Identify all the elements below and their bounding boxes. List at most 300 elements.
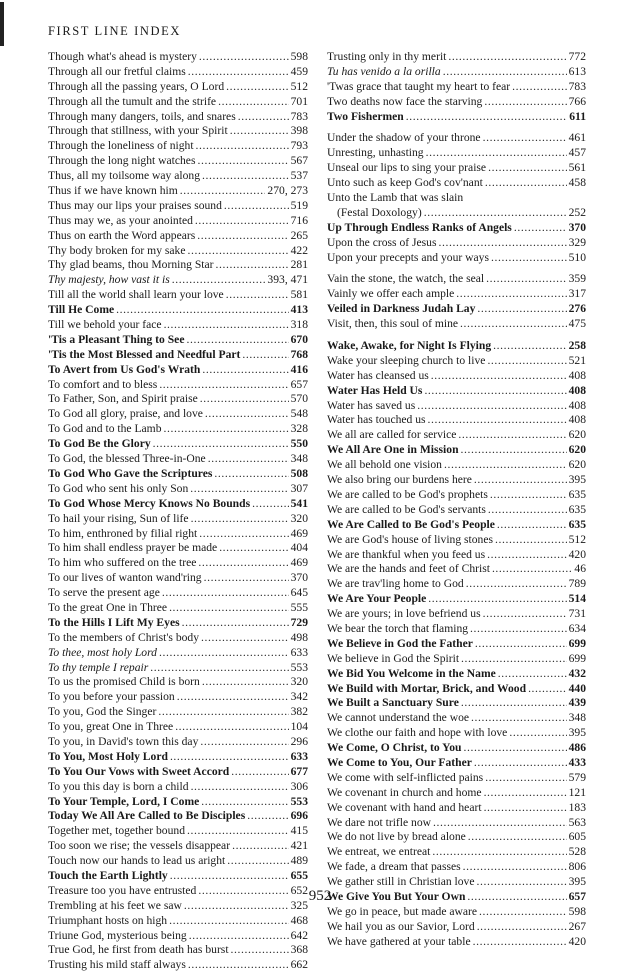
dot-leader bbox=[475, 637, 567, 652]
entry-hymn-number: 348 bbox=[290, 452, 308, 466]
entry-hymn-number: 342 bbox=[290, 690, 308, 704]
dot-leader bbox=[170, 869, 289, 884]
entry-first-line: 'Tis a Pleasant Thing to See bbox=[48, 332, 185, 346]
dot-leader bbox=[474, 756, 567, 771]
index-entry bbox=[327, 413, 586, 428]
entry-first-line: Through all the passing years, O Lord bbox=[48, 79, 225, 93]
dot-leader bbox=[219, 541, 288, 556]
index-entry bbox=[48, 303, 308, 318]
dot-leader bbox=[188, 958, 289, 973]
dot-leader bbox=[116, 303, 288, 318]
index-entry bbox=[48, 139, 308, 154]
index-entry bbox=[327, 131, 586, 146]
page-header: FIRST LINE INDEX bbox=[48, 24, 182, 38]
index-entry bbox=[327, 488, 586, 503]
entry-hymn-number: 508 bbox=[290, 466, 308, 480]
entry-first-line: Thy body broken for my sake bbox=[48, 243, 186, 257]
dot-leader bbox=[448, 50, 566, 65]
index-entry bbox=[48, 512, 308, 527]
index-entry bbox=[48, 318, 308, 333]
entry-hymn-number: 296 bbox=[290, 734, 308, 748]
entry-hymn-number: 468 bbox=[290, 913, 308, 927]
index-entry bbox=[48, 497, 308, 512]
index-entry bbox=[327, 726, 586, 741]
index-entry bbox=[48, 839, 308, 854]
entry-first-line: Water Has Held Us bbox=[327, 383, 423, 397]
index-entry bbox=[327, 830, 586, 845]
entry-hymn-number: 611 bbox=[569, 109, 586, 123]
index-entry bbox=[327, 696, 586, 711]
entry-first-line: To serve the present age bbox=[48, 586, 160, 600]
dot-leader bbox=[479, 905, 567, 920]
dot-leader bbox=[195, 214, 289, 229]
entry-hymn-number: 408 bbox=[568, 398, 586, 412]
dot-leader bbox=[443, 65, 567, 80]
index-entry bbox=[48, 482, 308, 497]
entry-first-line: To you, great One in Three bbox=[48, 720, 174, 734]
entry-first-line: Through the loneliness of night bbox=[48, 139, 194, 153]
index-entry bbox=[327, 399, 586, 414]
entry-hymn-number: 421 bbox=[290, 839, 308, 853]
entry-hymn-number: 348 bbox=[568, 711, 586, 725]
index-entry bbox=[327, 369, 586, 384]
dot-leader bbox=[200, 735, 288, 750]
entry-first-line: We Give You But Your Own bbox=[327, 889, 466, 903]
entry-first-line: To Avert from Us God's Wrath bbox=[48, 362, 201, 376]
entry-hymn-number: 328 bbox=[290, 422, 308, 436]
index-entry bbox=[48, 720, 308, 735]
index-column-right bbox=[327, 50, 586, 950]
entry-first-line: Visit, then, this soul of mine bbox=[327, 317, 459, 331]
dot-leader bbox=[468, 830, 567, 845]
entry-first-line: We also bring our burdens here bbox=[327, 473, 472, 487]
entry-first-line: Till all the world shall learn your love bbox=[48, 288, 224, 302]
entry-first-line: We fade, a dream that passes bbox=[327, 860, 461, 874]
dot-leader bbox=[444, 458, 567, 473]
entry-first-line: Touch the Earth Lightly bbox=[48, 868, 168, 882]
dot-leader bbox=[428, 413, 567, 428]
entry-hymn-number: 395 bbox=[568, 726, 586, 740]
index-entry bbox=[327, 592, 586, 607]
index-entry bbox=[48, 169, 308, 184]
entry-hymn-number: 252 bbox=[568, 205, 586, 219]
dot-leader bbox=[188, 65, 289, 80]
entry-hymn-number: 766 bbox=[568, 94, 586, 108]
dot-leader bbox=[205, 407, 289, 422]
entry-hymn-number: 469 bbox=[290, 556, 308, 570]
entry-hymn-number: 469 bbox=[290, 526, 308, 540]
dot-leader bbox=[433, 816, 567, 831]
index-entry bbox=[327, 533, 586, 548]
dot-leader bbox=[473, 935, 567, 950]
index-entry bbox=[48, 943, 308, 958]
index-entry bbox=[327, 384, 586, 399]
entry-hymn-number: 422 bbox=[290, 243, 308, 257]
index-entry bbox=[48, 527, 308, 542]
entry-hymn-number: 537 bbox=[290, 169, 308, 183]
entry-first-line: To you, God the Singer bbox=[48, 705, 157, 719]
entry-hymn-number: 382 bbox=[290, 705, 308, 719]
entry-first-line: Through many dangers, toils, and snares bbox=[48, 109, 236, 123]
entry-first-line: Thus may our lips your praises sound bbox=[48, 198, 222, 212]
entry-hymn-number: 701 bbox=[290, 94, 308, 108]
entry-hymn-number: 613 bbox=[568, 64, 586, 78]
index-entry bbox=[48, 675, 308, 690]
entry-hymn-number: 716 bbox=[290, 213, 308, 227]
entry-first-line: We All Are One in Mission bbox=[327, 443, 459, 457]
entry-first-line: Treasure too you have entrusted bbox=[48, 883, 197, 897]
entry-first-line: Trembling at his feet we saw bbox=[48, 898, 182, 912]
index-entry bbox=[48, 288, 308, 303]
index-entry bbox=[48, 65, 308, 80]
dot-leader bbox=[484, 786, 567, 801]
page-number: 952 bbox=[308, 888, 332, 904]
index-entry bbox=[48, 661, 308, 676]
dot-leader bbox=[158, 705, 288, 720]
dot-leader bbox=[428, 592, 566, 607]
entry-first-line: We gather still in Christian love bbox=[327, 875, 475, 889]
entry-hymn-number: 635 bbox=[568, 502, 586, 516]
dot-leader bbox=[208, 452, 289, 467]
entry-hymn-number: 581 bbox=[290, 288, 308, 302]
index-entry bbox=[48, 184, 308, 199]
entry-hymn-number: 432 bbox=[568, 666, 586, 680]
entry-hymn-number: 541 bbox=[290, 496, 308, 510]
dot-leader bbox=[162, 586, 289, 601]
index-entry bbox=[48, 50, 308, 65]
index-entry bbox=[48, 124, 308, 139]
entry-first-line: We Build with Mortar, Brick, and Wood bbox=[327, 681, 527, 695]
index-entry bbox=[48, 80, 308, 95]
entry-first-line: We covenant in church and home bbox=[327, 785, 482, 799]
dot-leader bbox=[224, 199, 289, 214]
entry-first-line: Two deaths now face the starving bbox=[327, 94, 483, 108]
entry-hymn-number: 699 bbox=[568, 651, 586, 665]
entry-first-line: To thy temple I repair bbox=[48, 660, 149, 674]
entry-hymn-number: 415 bbox=[290, 824, 308, 838]
dot-leader bbox=[159, 378, 288, 393]
dot-leader bbox=[490, 488, 567, 503]
index-entry bbox=[327, 176, 586, 191]
entry-first-line: We cannot understand the woe bbox=[327, 711, 470, 725]
entry-first-line: To You, Most Holy Lord bbox=[48, 749, 168, 763]
entry-first-line: Vainly we offer each ample bbox=[327, 287, 455, 301]
index-entry bbox=[48, 437, 308, 452]
dot-leader bbox=[189, 929, 289, 944]
dot-leader bbox=[417, 399, 566, 414]
dot-leader bbox=[201, 631, 289, 646]
index-entry bbox=[48, 452, 308, 467]
entry-first-line: Unto the Lamb that was slain bbox=[327, 191, 464, 205]
entry-hymn-number: 408 bbox=[568, 413, 586, 427]
entry-hymn-number: 104 bbox=[290, 720, 308, 734]
index-entry bbox=[327, 771, 586, 786]
entry-first-line: To the great One in Three bbox=[48, 600, 168, 614]
entry-hymn-number: 783 bbox=[290, 109, 308, 123]
entry-hymn-number: 433 bbox=[568, 755, 586, 769]
entry-first-line: We all behold one vision bbox=[327, 458, 442, 472]
index-entry bbox=[327, 607, 586, 622]
entry-hymn-number: 563 bbox=[568, 815, 586, 829]
entry-first-line: Thy majesty, how vast it is bbox=[48, 273, 170, 287]
index-entry bbox=[48, 273, 308, 288]
dot-leader bbox=[456, 287, 566, 302]
dot-leader bbox=[483, 131, 567, 146]
entry-hymn-number: 598 bbox=[290, 50, 308, 63]
entry-hymn-number: 519 bbox=[290, 198, 308, 212]
entry-first-line: (Festal Doxology) bbox=[337, 205, 422, 219]
entry-first-line: Water has touched us bbox=[327, 413, 426, 427]
entry-hymn-number: 696 bbox=[290, 809, 308, 823]
index-entry bbox=[48, 229, 308, 244]
entry-hymn-number: 408 bbox=[568, 383, 586, 397]
entry-first-line: We dare not trifle now bbox=[327, 815, 432, 829]
entry-hymn-number: 548 bbox=[290, 407, 308, 421]
index-entry bbox=[48, 705, 308, 720]
entry-first-line: Through all our fretful claims bbox=[48, 64, 186, 78]
index-entry bbox=[48, 824, 308, 839]
entry-hymn-number: 553 bbox=[290, 794, 308, 808]
entry-hymn-number: 458 bbox=[568, 176, 586, 190]
dot-leader bbox=[492, 562, 572, 577]
dot-leader bbox=[226, 288, 289, 303]
index-entry bbox=[48, 914, 308, 929]
entry-hymn-number: 325 bbox=[290, 898, 308, 912]
entry-hymn-number: 555 bbox=[290, 600, 308, 614]
entry-first-line: Too soon we rise; the vessels disappear bbox=[48, 839, 231, 853]
entry-first-line: Unresting, unhasting bbox=[327, 146, 424, 160]
entry-first-line: Together met, together bound bbox=[48, 824, 185, 838]
entry-first-line: We Bid You Welcome in the Name bbox=[327, 666, 496, 680]
entry-hymn-number: 370 bbox=[290, 571, 308, 585]
dot-leader bbox=[460, 317, 567, 332]
dot-leader bbox=[231, 943, 289, 958]
dot-leader bbox=[461, 652, 567, 667]
dot-leader bbox=[466, 577, 567, 592]
index-entry bbox=[327, 443, 586, 458]
index-entry bbox=[327, 206, 586, 221]
index-entry bbox=[327, 302, 586, 317]
entry-first-line: We have gathered at your table bbox=[327, 934, 471, 948]
dot-leader bbox=[196, 139, 289, 154]
dot-leader bbox=[226, 80, 288, 95]
index-entry bbox=[48, 780, 308, 795]
entry-hymn-number: 567 bbox=[290, 154, 308, 168]
index-entry bbox=[48, 809, 308, 824]
entry-hymn-number: 439 bbox=[568, 696, 586, 710]
entry-first-line: Trusting his mild staff always bbox=[48, 958, 186, 972]
dot-leader bbox=[202, 675, 289, 690]
entry-hymn-number: 579 bbox=[568, 770, 586, 784]
entry-first-line: True God, he first from death has burst bbox=[48, 943, 229, 957]
entry-hymn-number: 793 bbox=[290, 139, 308, 153]
entry-first-line: To us the promised Child is born bbox=[48, 675, 200, 689]
entry-hymn-number: 528 bbox=[568, 845, 586, 859]
entry-first-line: Wake, Awake, for Night Is Flying bbox=[327, 339, 492, 353]
entry-first-line: We believe in God the Spirit bbox=[327, 651, 460, 665]
dot-leader bbox=[487, 548, 567, 563]
index-entry bbox=[327, 711, 586, 726]
dot-leader bbox=[247, 809, 288, 824]
index-entry bbox=[327, 845, 586, 860]
dot-leader bbox=[438, 236, 566, 251]
entry-first-line: Till we behold your face bbox=[48, 318, 162, 332]
dot-leader bbox=[169, 914, 289, 929]
entry-first-line: We all are called for service bbox=[327, 428, 457, 442]
entry-first-line: We Are Your People bbox=[327, 592, 427, 606]
entry-hymn-number: 633 bbox=[290, 645, 308, 659]
dot-leader bbox=[474, 473, 567, 488]
entry-hymn-number: 789 bbox=[568, 577, 586, 591]
entry-first-line: 'Tis the Most Blessed and Needful Part bbox=[48, 347, 241, 361]
dot-leader bbox=[464, 741, 567, 756]
index-entry bbox=[48, 929, 308, 944]
entry-first-line: We Believe in God the Father bbox=[327, 636, 473, 650]
dot-leader bbox=[202, 169, 289, 184]
entry-hymn-number: 395 bbox=[568, 875, 586, 889]
entry-hymn-number: 121 bbox=[568, 785, 586, 799]
entry-hymn-number: 512 bbox=[290, 79, 308, 93]
index-entry bbox=[48, 735, 308, 750]
index-entry bbox=[48, 110, 308, 125]
index-entry bbox=[327, 801, 586, 816]
entry-first-line: 'Twas grace that taught my heart to fear bbox=[327, 79, 511, 93]
dot-leader bbox=[216, 258, 289, 273]
entry-hymn-number: 655 bbox=[290, 868, 308, 882]
entry-first-line: Today We All Are Called to Be Disciples bbox=[48, 809, 246, 823]
index-entry bbox=[48, 467, 308, 482]
dot-leader bbox=[199, 50, 289, 65]
index-entry bbox=[48, 258, 308, 273]
dot-leader bbox=[190, 482, 288, 497]
entry-first-line: Unseal our lips to sing your praise bbox=[327, 161, 487, 175]
entry-hymn-number: 634 bbox=[568, 621, 586, 635]
entry-hymn-number: 731 bbox=[568, 607, 586, 621]
entry-first-line: Water has saved us bbox=[327, 398, 416, 412]
dot-leader bbox=[431, 369, 567, 384]
entry-hymn-number: 440 bbox=[568, 681, 586, 695]
dot-leader bbox=[487, 354, 566, 369]
dot-leader bbox=[461, 443, 567, 458]
entry-hymn-number: 486 bbox=[568, 741, 586, 755]
entry-hymn-number: 461 bbox=[568, 131, 586, 145]
entry-first-line: Unto such as keep God's cov'nant bbox=[327, 176, 483, 190]
entry-hymn-number: 561 bbox=[568, 161, 586, 175]
entry-first-line: Tu has venido a la orilla bbox=[327, 64, 441, 78]
entry-hymn-number: 729 bbox=[290, 615, 308, 629]
index-entry bbox=[327, 786, 586, 801]
index-entry bbox=[327, 458, 586, 473]
dot-leader bbox=[463, 860, 567, 875]
entry-hymn-number: 512 bbox=[568, 532, 586, 546]
index-entry bbox=[327, 518, 586, 533]
entry-hymn-number: 633 bbox=[290, 749, 308, 763]
entry-first-line: We hail you as our Savior, Lord bbox=[327, 919, 475, 933]
section-gap bbox=[327, 332, 586, 339]
dot-leader bbox=[153, 437, 289, 452]
entry-first-line: To God and to the Lamb bbox=[48, 422, 162, 436]
index-entry bbox=[48, 854, 308, 869]
entry-hymn-number: 368 bbox=[290, 943, 308, 957]
entry-first-line: Water has cleansed us bbox=[327, 368, 429, 382]
dot-leader bbox=[424, 384, 566, 399]
index-entry bbox=[48, 333, 308, 348]
dot-leader bbox=[514, 221, 567, 236]
dot-leader bbox=[485, 176, 567, 191]
index-entry bbox=[48, 363, 308, 378]
dot-leader bbox=[493, 339, 566, 354]
index-entry bbox=[327, 577, 586, 592]
entry-first-line: We go in peace, but made aware bbox=[327, 904, 478, 918]
entry-first-line: To God Who Gave the Scriptures bbox=[48, 466, 213, 480]
index-entry bbox=[327, 473, 586, 488]
dot-leader bbox=[488, 161, 567, 176]
entry-first-line: We Come to You, Our Father bbox=[327, 755, 472, 769]
index-entry bbox=[327, 272, 586, 287]
entry-first-line: To him shall endless prayer be made bbox=[48, 541, 218, 555]
dot-leader bbox=[484, 801, 567, 816]
entry-hymn-number: 550 bbox=[290, 437, 308, 451]
entry-first-line: To him, enthroned by filial right bbox=[48, 526, 198, 540]
dot-leader bbox=[471, 711, 567, 726]
entry-hymn-number: 459 bbox=[290, 64, 308, 78]
entry-hymn-number: 320 bbox=[290, 675, 308, 689]
index-entry bbox=[327, 65, 586, 80]
entry-first-line: Up Through Endless Ranks of Angels bbox=[327, 220, 512, 234]
entry-hymn-number: 46 bbox=[574, 562, 586, 576]
dot-leader bbox=[214, 467, 288, 482]
dot-leader bbox=[170, 750, 289, 765]
index-entry bbox=[327, 191, 586, 206]
index-entry bbox=[48, 869, 308, 884]
index-entry bbox=[48, 616, 308, 631]
entry-hymn-number: 370 bbox=[568, 220, 586, 234]
entry-first-line: To the members of Christ's body bbox=[48, 630, 200, 644]
dot-leader bbox=[197, 154, 288, 169]
entry-hymn-number: 489 bbox=[290, 854, 308, 868]
dot-leader bbox=[231, 765, 288, 780]
entry-hymn-number: 416 bbox=[290, 362, 308, 376]
dot-leader bbox=[202, 363, 288, 378]
dot-leader bbox=[512, 80, 566, 95]
entry-first-line: Wake your sleeping church to live bbox=[327, 353, 486, 367]
index-entry bbox=[327, 905, 586, 920]
entry-first-line: Thy glad beams, thou Morning Star bbox=[48, 258, 214, 272]
dot-leader bbox=[191, 780, 289, 795]
index-entry bbox=[48, 586, 308, 601]
dot-leader bbox=[528, 682, 567, 697]
entry-first-line: We are yours; in love befriend us bbox=[327, 607, 481, 621]
dot-leader bbox=[406, 110, 567, 125]
index-entry bbox=[48, 244, 308, 259]
entry-hymn-number: 276 bbox=[568, 302, 586, 316]
entry-first-line: To God, the blessed Three-in-One bbox=[48, 452, 206, 466]
dot-leader bbox=[498, 667, 567, 682]
entry-hymn-number: 772 bbox=[568, 50, 586, 63]
entry-first-line: To You Our Vows with Sweet Accord bbox=[48, 764, 230, 778]
entry-hymn-number: 620 bbox=[568, 443, 586, 457]
entry-hymn-number: 320 bbox=[290, 511, 308, 525]
entry-hymn-number: 398 bbox=[290, 124, 308, 138]
entry-first-line: We are called to be God's servants bbox=[327, 502, 486, 516]
dot-leader bbox=[182, 616, 289, 631]
entry-hymn-number: 267 bbox=[568, 919, 586, 933]
dot-leader bbox=[458, 428, 566, 443]
index-entry bbox=[327, 503, 586, 518]
index-entry bbox=[327, 161, 586, 176]
entry-first-line: Upon the cross of Jesus bbox=[327, 235, 437, 249]
index-entry bbox=[327, 50, 586, 65]
